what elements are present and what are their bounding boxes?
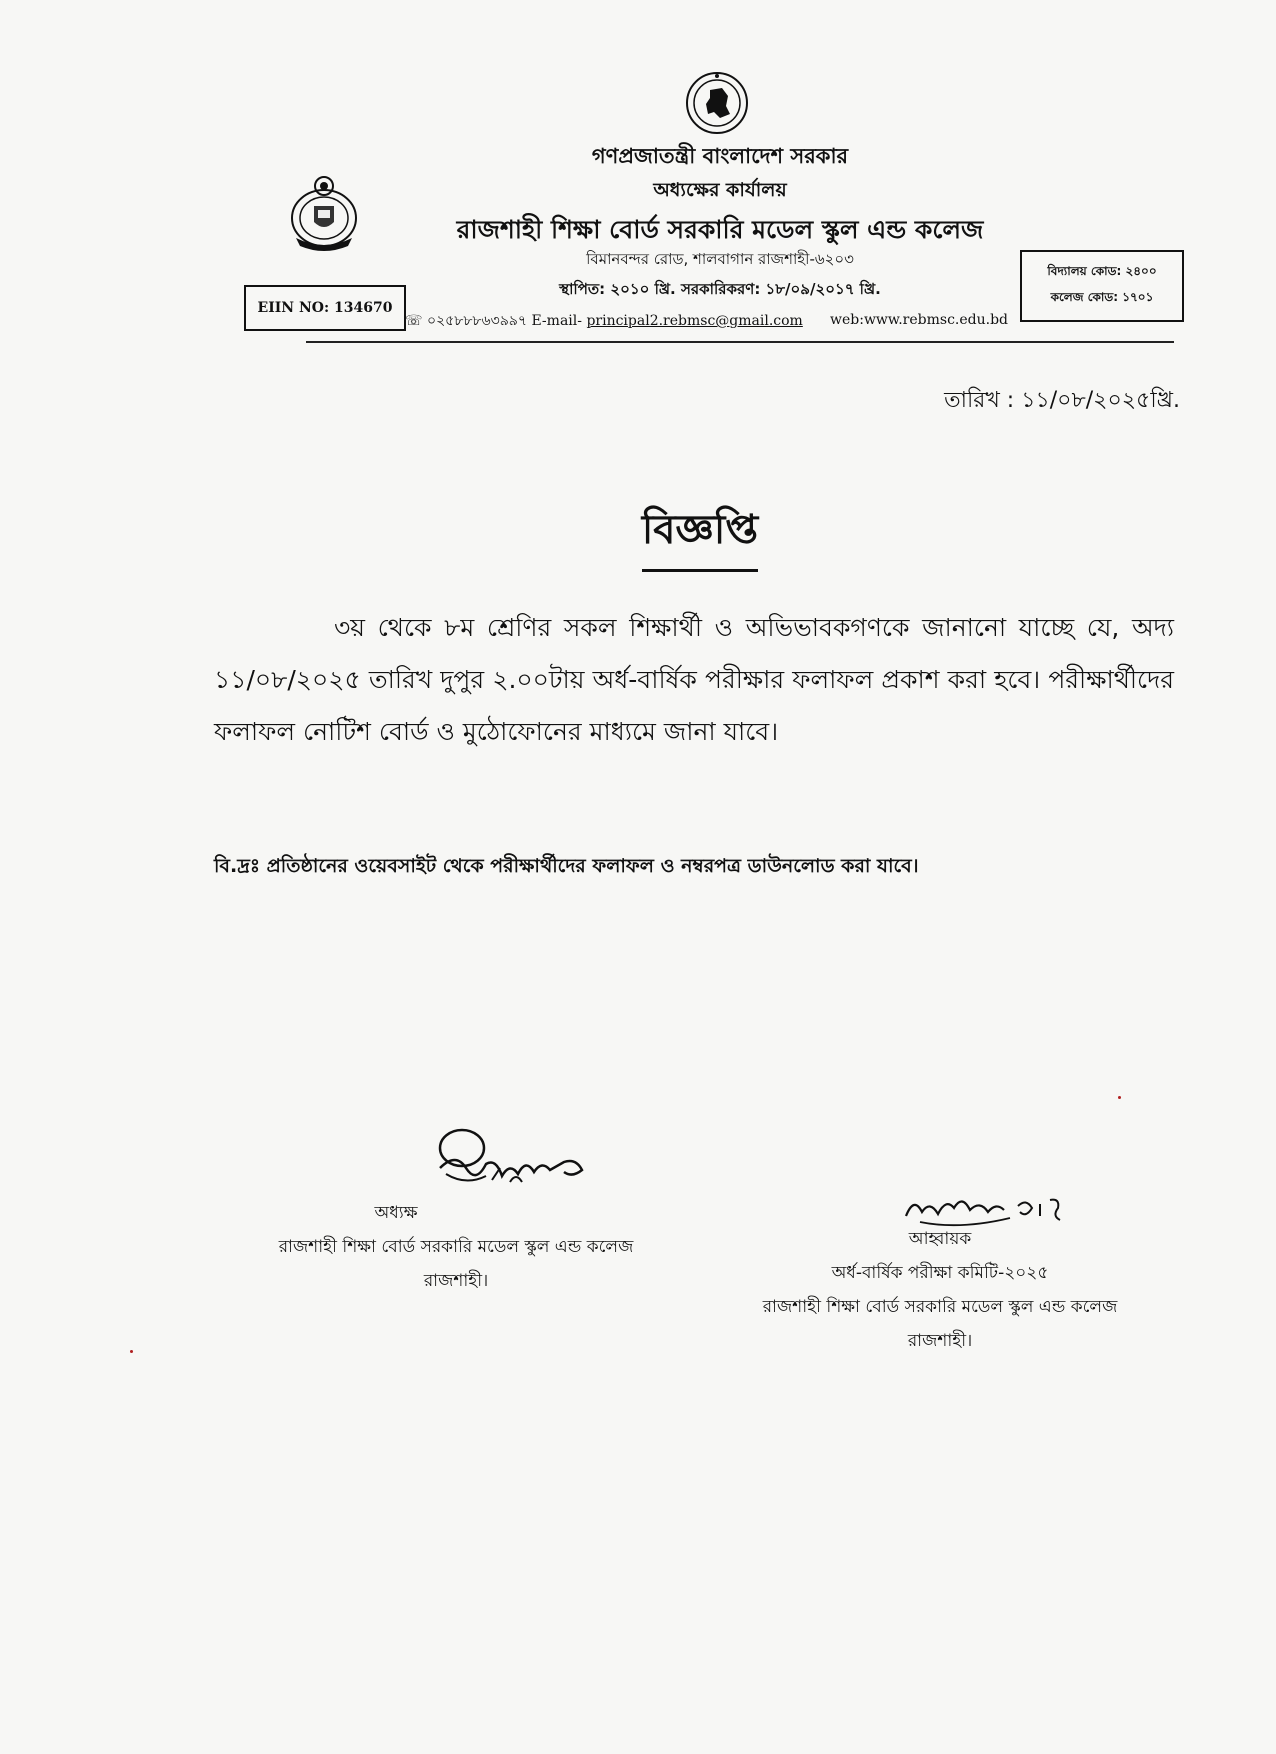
school-name: রাজশাহী শিক্ষা বোর্ড সরকারি মডেল স্কুল এন্ড কলেজ (456, 215, 984, 244)
email-label: E-mail- (531, 313, 582, 329)
scan-speck (130, 1350, 133, 1353)
phone-icon: ☏ (405, 313, 423, 329)
header-divider (306, 341, 1174, 343)
website-link[interactable]: web:www.rebmsc.edu.bd (830, 312, 1009, 328)
notice-title-text: বিজ্ঞপ্তি (642, 498, 758, 572)
convener-signature-block (720, 1222, 1160, 1358)
notice-date: তারিখ : ১১/০৮/২০২৫খ্রি. (944, 388, 1180, 413)
institution-code-box (1020, 250, 1184, 322)
school-logo-icon (288, 172, 360, 254)
contact-line (405, 309, 1009, 333)
convener-city: রাজশাহী। (907, 1331, 973, 1351)
notice-footnote: বি.দ্রঃ প্রতিষ্ঠানের ওয়েবসাইট থেকে পরীক্ষার্থীদের ফলাফল ও নম্বরপত্র ডাউনলোড করা যাবে। (214, 855, 919, 877)
college-code: কলেজ কোড: ১৭০১ (1050, 290, 1154, 304)
school-address: বিমানবন্দর রোড, শালবাগান রাজশাহী-৬২০৩ (586, 250, 854, 268)
government-name: গণপ্রজাতন্ত্রী বাংলাদেশ সরকার (591, 144, 849, 168)
school-code: বিদ্যালয় কোড: ২৪০০ (1047, 264, 1157, 278)
principal-institution: রাজশাহী শিক্ষা বোর্ড সরকারি মডেল স্কুল এন্ড কলেজ (278, 1237, 634, 1257)
office-name: অধ্যক্ষের কার্যালয় (653, 179, 787, 201)
notice-title (560, 498, 840, 572)
notice-body: ৩য় থেকে ৮ম শ্রেণির সকল শিক্ষার্থী ও অভিভাবকগণকে জানানো যাচ্ছে যে, অদ্য ১১/০৮/২০২৫ তারিখ দুপুর ২.০০টায় অর্ধ-বার্ষিক পরীক্ষার ফলাফল প্রকাশ করা হবে। পরীক্ষার্থীদের ফলাফল নোটিশ বোর্ড ও মুঠোফোনের মাধ্যমে জানা যাবে। (214, 613, 1174, 746)
convener-committee: অর্ধ-বার্ষিক পরীক্ষা কমিটি-২০২৫ (831, 1263, 1049, 1283)
phone-number: ০২৫৮৮৮৬৩৯৯৭ (426, 313, 527, 329)
eiin-box (244, 285, 406, 331)
convener-designation: আহ্বায়ক (908, 1229, 972, 1249)
establishment-info: স্থাপিত: ২০১০ খ্রি. সরকারিকরণ: ১৮/০৯/২০১৭ খ্রি. (559, 280, 881, 298)
principal-designation: অধ্যক্ষ (374, 1203, 418, 1223)
bangladesh-seal-icon (684, 70, 750, 136)
scan-speck (1118, 1096, 1121, 1099)
convener-institution: রাজশাহী শিক্ষা বোর্ড সরকারি মডেল স্কুল এন্ড কলেজ (762, 1297, 1118, 1317)
principal-city: রাজশাহী। (423, 1271, 489, 1291)
email-link[interactable]: principal2.rebmsc@gmail.com (586, 313, 803, 329)
eiin-number: EIIN NO: 134670 (257, 300, 393, 316)
principal-signature-block (226, 1196, 686, 1298)
